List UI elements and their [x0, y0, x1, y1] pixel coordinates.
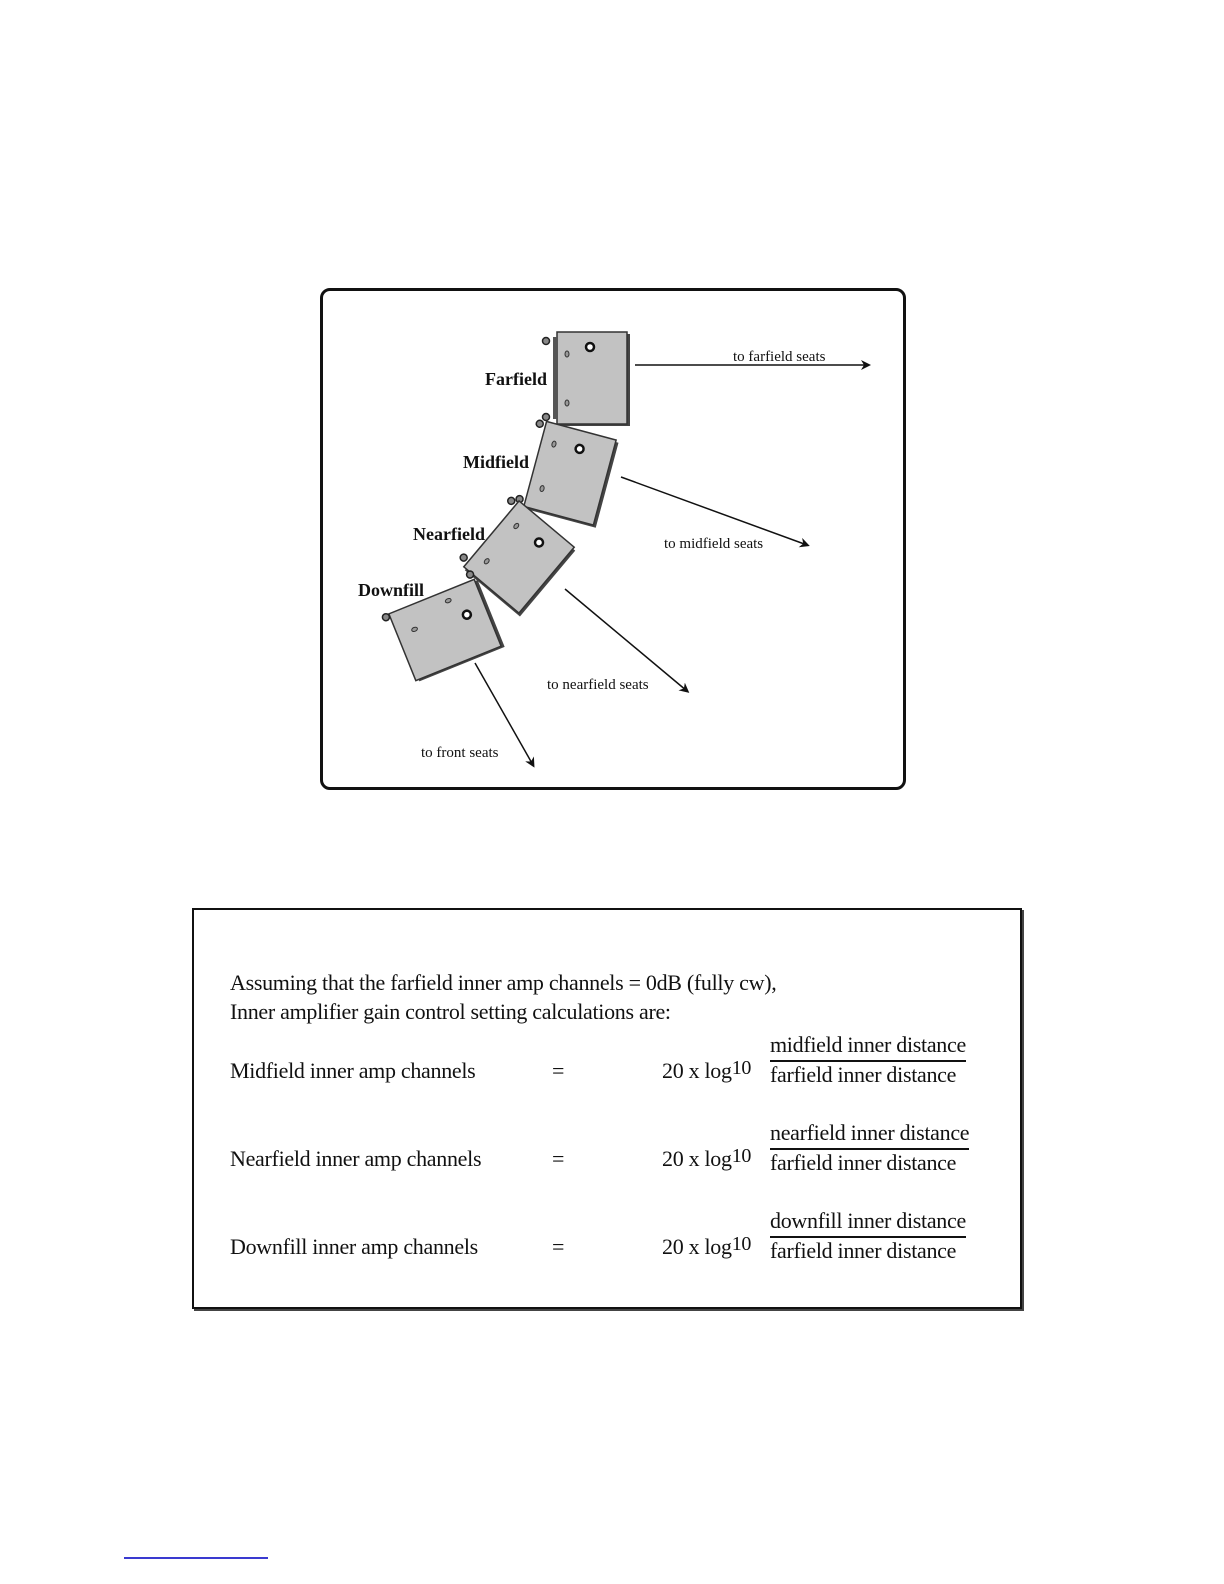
farfield-cabinet: [543, 332, 631, 426]
nearfield-target-label: to nearfield seats: [547, 677, 649, 693]
diagram-canvas: [323, 291, 903, 787]
log-base: 10: [731, 1233, 752, 1255]
equals-sign: =: [552, 1058, 565, 1083]
fraction-denominator: farfield inner distance: [770, 1062, 957, 1087]
equals-sign: =: [552, 1146, 565, 1171]
speaker-array-diagram: [320, 288, 906, 790]
assumption-text: Assuming that the farfield inner amp channels = 0dB (fully cw),: [230, 970, 777, 995]
log-coefficient: 20 x $\log^{10}$: [662, 1233, 752, 1259]
nearfield-label: Nearfield: [413, 524, 485, 544]
midfield-label: Midfield: [463, 452, 529, 472]
farfield-target-label: to farfield seats: [733, 349, 826, 365]
log-base: 10: [731, 1145, 752, 1167]
front-target-label: to front seats: [421, 745, 499, 761]
log-base: 10: [731, 1057, 752, 1079]
formula-label: Downfill inner amp channels: [230, 1234, 478, 1259]
nearfield-formula-row: [194, 1120, 1020, 1193]
fraction-numerator: nearfield inner distance: [770, 1120, 969, 1150]
formula-label: Nearfield inner amp channels: [230, 1146, 482, 1171]
downfill-label: Downfill: [358, 580, 425, 600]
fraction-numerator: midfield inner distance: [770, 1032, 966, 1062]
fraction-denominator: farfield inner distance: [770, 1150, 957, 1175]
fraction-numerator: downfill inner distance: [770, 1208, 966, 1238]
log-coefficient: 20 x $\log^{10}$: [662, 1057, 752, 1083]
fraction-denominator: farfield inner distance: [770, 1238, 957, 1263]
log-coefficient: 20 x $\log^{10}$: [662, 1145, 752, 1171]
downfill-formula-row: [194, 1208, 1020, 1281]
farfield-label: Farfield: [485, 369, 547, 389]
midfield-target-label: to midfield seats: [664, 536, 764, 552]
gain-calculation-box: [192, 908, 1022, 1309]
calculation-intro-text: Inner amplifier gain control setting calculations are:: [230, 999, 671, 1024]
equals-sign: =: [552, 1234, 565, 1259]
midfield-arrow: [621, 477, 807, 545]
midfield-formula-row: [194, 1032, 1020, 1105]
formula-label: Midfield inner amp channels: [230, 1058, 476, 1083]
footnote-separator: [124, 1557, 268, 1559]
nearfield-arrow: [565, 589, 687, 691]
